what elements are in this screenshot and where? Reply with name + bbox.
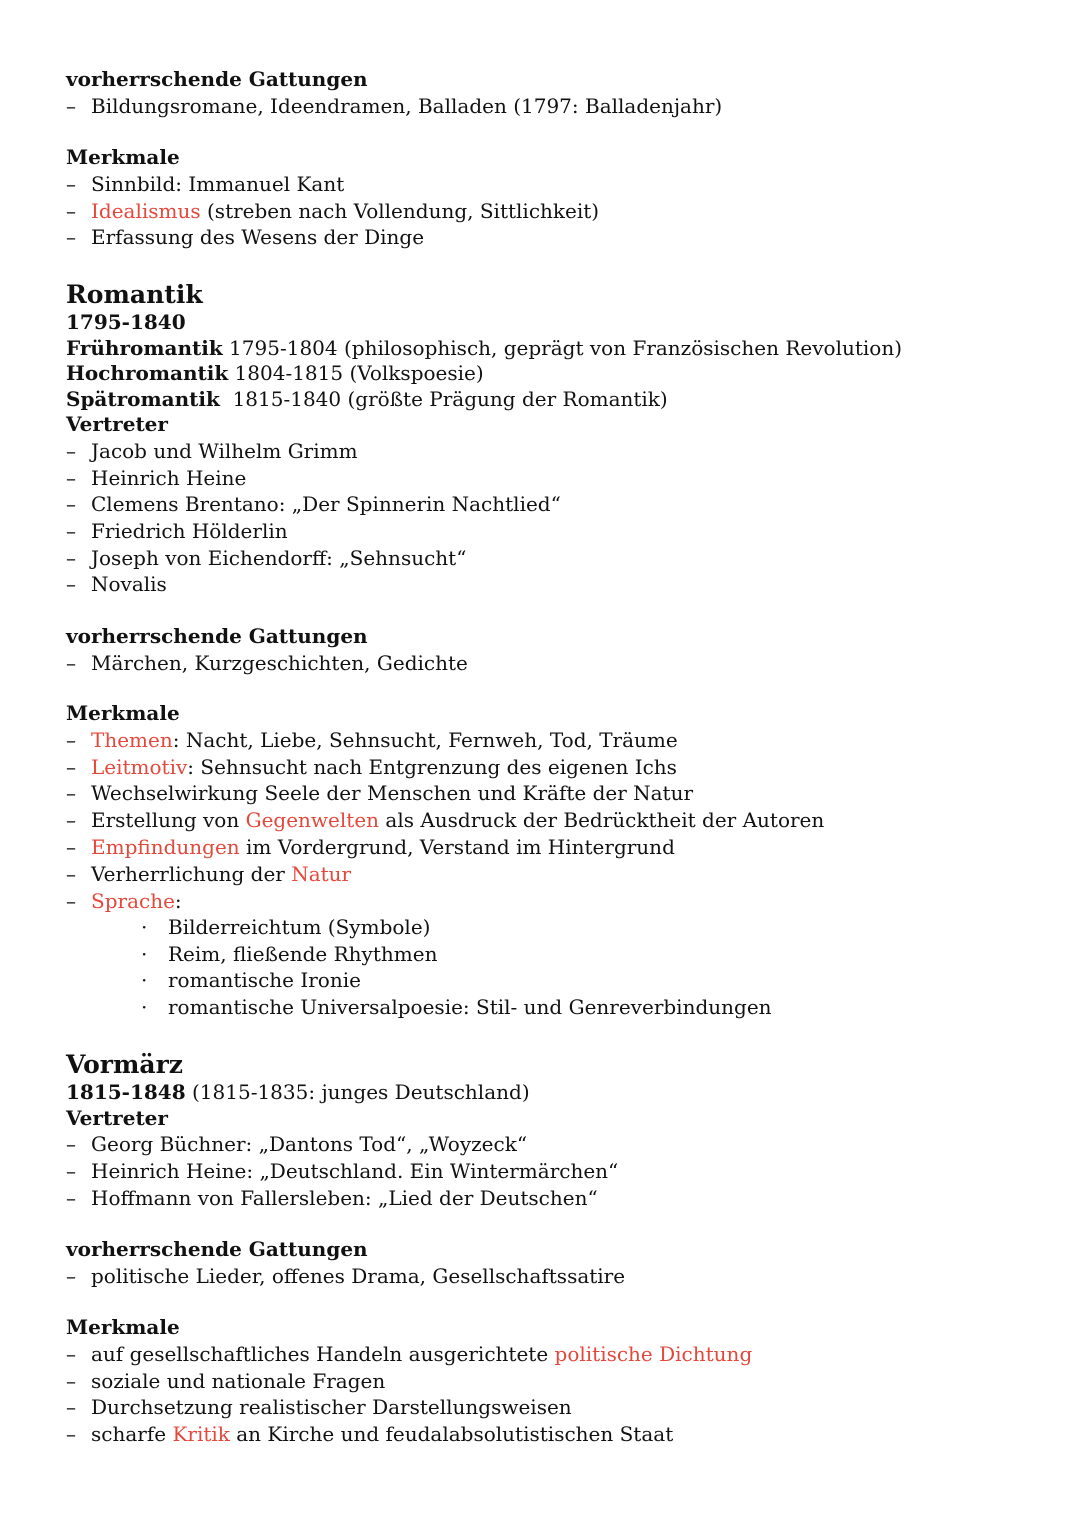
vormaerz-vertreter-item: Hoffmann von Fallersleben: „Lied der Deutschen“ [91, 1186, 598, 1210]
vormaerz-gattungen-heading: vorherrschende Gattungen [66, 1237, 368, 1261]
romantik-gattungen-item: Märchen, Kurzgeschichten, Gedichte [91, 651, 468, 675]
romantik-vertreter-item: Joseph von Eichendorff: „Sehnsucht“ [91, 546, 467, 570]
bullet-dash: – [66, 1395, 76, 1419]
highlight-term: Empfindungen [91, 835, 240, 859]
vormaerz-merkmal-item: auf gesellschaftliches Handeln ausgerichtete politische Dichtung [91, 1342, 753, 1366]
bullet-dash: – [66, 199, 76, 223]
romantik-vertreter-item: Jacob und Wilhelm Grimm [91, 439, 358, 463]
vormaerz-years: 1815-1848 (1815-1835: junges Deutschland) [66, 1080, 530, 1104]
bullet-dash: – [66, 1132, 76, 1156]
romantik-merkmal-item: Verherrlichung der Natur [91, 862, 352, 886]
vormaerz-gattungen-item: politische Lieder, offenes Drama, Gesellschaftssatire [91, 1264, 626, 1288]
bullet-dash: – [66, 1159, 76, 1183]
highlight-term: Leitmotiv [91, 755, 188, 779]
bullet-dash: – [66, 466, 76, 490]
romantik-title: Romantik [66, 280, 203, 309]
sprache-subitem: Reim, fließende Rhythmen [168, 942, 438, 966]
vormaerz-merkmal-item: soziale und nationale Fragen [91, 1369, 386, 1393]
romantik-vertreter-item: Novalis [91, 572, 167, 596]
highlight-term: Themen [91, 728, 173, 752]
romantik-vertreter-item: Clemens Brentano: „Der Spinnerin Nachtlied“ [91, 492, 561, 516]
highlight-term: Sprache [91, 889, 175, 913]
bullet-dot: · [141, 915, 148, 939]
romantik-merkmal-item: Themen: Nacht, Liebe, Sehnsucht, Fernweh, Tod, Träume [91, 728, 678, 752]
bullet-dash: – [66, 94, 76, 118]
bullet-dot: · [141, 995, 148, 1019]
vormaerz-title: Vormärz [66, 1050, 183, 1079]
bullet-dash: – [66, 808, 76, 832]
bullet-dot: · [141, 968, 148, 992]
bullet-dash: – [66, 172, 76, 196]
romantik-phase: Frühromantik 1795-1804 (philosophisch, geprägt von Französischen Revolution) [66, 336, 903, 360]
bullet-dash: – [66, 492, 76, 516]
vormaerz-vertreter-heading: Vertreter [66, 1106, 168, 1130]
vormaerz-merkmal-item: Durchsetzung realistischer Darstellungsweisen [91, 1395, 572, 1419]
romantik-phase: Spätromantik 1815-1840 (größte Prägung der Romantik) [66, 387, 668, 411]
bullet-dash: – [66, 1186, 76, 1210]
bullet-dash: – [66, 1264, 76, 1288]
bullet-dash: – [66, 755, 76, 779]
klassik-merkmal-item: Erfassung des Wesens der Dinge [91, 225, 425, 249]
bullet-dash: – [66, 1422, 76, 1446]
romantik-vertreter-item: Friedrich Hölderlin [91, 519, 288, 543]
romantik-merkmal-item: Wechselwirkung Seele der Menschen und Kräfte der Natur [91, 781, 694, 805]
bullet-dash: – [66, 835, 76, 859]
highlight-term: Kritik [172, 1422, 230, 1446]
sprache-subitem: romantische Universalpoesie: Stil- und Genreverbindungen [168, 995, 772, 1019]
romantik-vertreter-item: Heinrich Heine [91, 466, 247, 490]
bullet-dash: – [66, 651, 76, 675]
highlight-term: politische Dichtung [554, 1342, 753, 1366]
bullet-dash: – [66, 728, 76, 752]
bullet-dash: – [66, 546, 76, 570]
bullet-dash: – [66, 889, 76, 913]
sprache-subitem: romantische Ironie [168, 968, 361, 992]
vormaerz-vertreter-item: Heinrich Heine: „Deutschland. Ein Wintermärchen“ [91, 1159, 619, 1183]
vormaerz-vertreter-item: Georg Büchner: „Dantons Tod“, „Woyzeck“ [91, 1132, 528, 1156]
bullet-dot: · [141, 942, 148, 966]
bullet-dash: – [66, 519, 76, 543]
klassik-gattungen-heading: vorherrschende Gattungen [66, 67, 368, 91]
klassik-merkmale-heading: Merkmale [66, 145, 180, 169]
bullet-dash: – [66, 1369, 76, 1393]
romantik-merkmal-item: Leitmotiv: Sehnsucht nach Entgrenzung des eigenen Ichs [91, 755, 677, 779]
vormaerz-merkmal-item: scharfe Kritik an Kirche und feudalabsolutistischen Staat [91, 1422, 674, 1446]
bullet-dash: – [66, 1342, 76, 1366]
bullet-dash: – [66, 781, 76, 805]
romantik-merkmale-heading: Merkmale [66, 701, 180, 725]
klassik-gattungen-item: Bildungsromane, Ideendramen, Balladen (1797: Balladenjahr) [91, 94, 723, 118]
romantik-phase: Hochromantik 1804-1815 (Volkspoesie) [66, 361, 484, 385]
bullet-dash: – [66, 225, 76, 249]
romantik-vertreter-heading: Vertreter [66, 412, 168, 436]
bullet-dash: – [66, 572, 76, 596]
romantik-merkmal-item: Sprache: [91, 889, 182, 913]
romantik-merkmal-item: Erstellung von Gegenwelten als Ausdruck der Bedrücktheit der Autoren [91, 808, 825, 832]
bullet-dash: – [66, 862, 76, 886]
highlight-term: Gegenwelten [245, 808, 380, 832]
romantik-merkmal-item: Empfindungen im Vordergrund, Verstand im Hintergrund [91, 835, 675, 859]
romantik-gattungen-heading: vorherrschende Gattungen [66, 624, 368, 648]
sprache-subitem: Bilderreichtum (Symbole) [168, 915, 431, 939]
klassik-merkmal-item: Sinnbild: Immanuel Kant [91, 172, 345, 196]
romantik-years: 1795-1840 [66, 310, 186, 334]
klassik-merkmal-item: Idealismus (streben nach Vollendung, Sittlichkeit) [91, 199, 600, 223]
bullet-dash: – [66, 439, 76, 463]
vormaerz-merkmale-heading: Merkmale [66, 1315, 180, 1339]
highlight-term: Idealismus [91, 199, 201, 223]
highlight-term: Natur [291, 862, 352, 886]
